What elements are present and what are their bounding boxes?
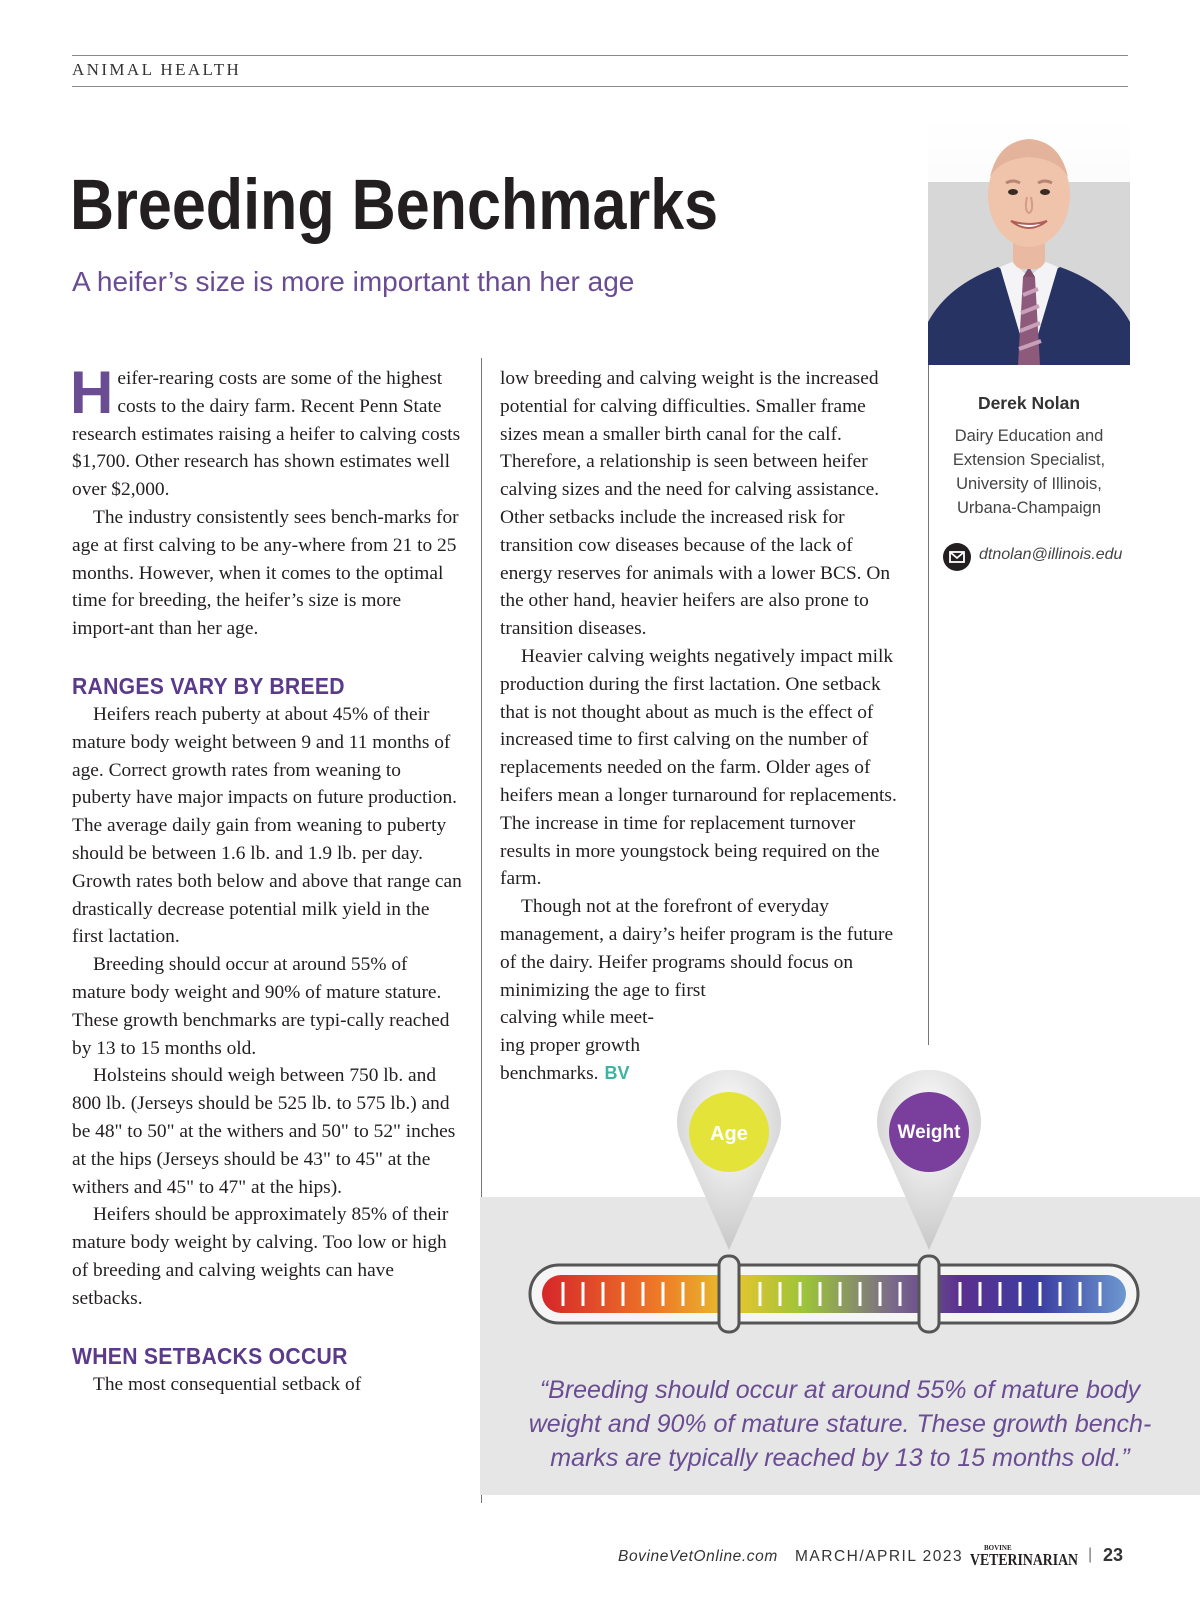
author-name: Derek Nolan xyxy=(977,393,1081,413)
paragraph: The industry consistently sees bench-marks for age at first calving to be any-where from 21 to 25 months. However, when it comes to the optimal time for breeding, the heifer’s size is more import-ant than her age. xyxy=(72,506,459,640)
paragraph: Breeding should occur at around 55% of mature body weight and 90% of mature stature. These growth benchmarks are typi-cally reached by 13 to 15 months old. xyxy=(72,954,450,1059)
end-mark: BV xyxy=(604,1062,630,1083)
weight-pin-label: Weight xyxy=(897,1122,961,1143)
age-slider-handle xyxy=(719,1256,739,1332)
subhead-ranges-vary: RANGES VARY BY BREED xyxy=(72,672,345,699)
author-title-line: Extension Specialist, xyxy=(952,451,1106,469)
paragraph-intro xyxy=(70,359,462,504)
size-age-gauge-graphic xyxy=(520,1070,1200,1350)
page-number: 23 xyxy=(1103,1545,1124,1565)
weight-slider-handle xyxy=(919,1256,939,1332)
author-title-line: Urbana-Champaign xyxy=(957,499,1101,517)
paragraph: Heifers reach puberty at about 45% of their mature body weight between 9 and 11 months of age. Correct growth rates from weaning to puberty have major impacts on future production. The average daily gain from weaning to puberty should be between 1.6 lb. and 1.9 lb. per day. Growth rates both below and above that range can drastically decrease potential milk yield in the first lactation. xyxy=(72,703,462,948)
pull-quote: “Breeding should occur at around 55% of mature body weight and 90% of mature stature. These growth bench-marks are typically reached by 13 to 15 months old.” xyxy=(528,1376,1152,1472)
footer-site: BovineVetOnline.com xyxy=(618,1548,778,1565)
paragraph: Though not at the forefront of everyday management, a dairy’s heifer program is the future of the dairy. Heifer programs should focus on minimizing the age to first xyxy=(500,896,894,1001)
section-label: ANIMAL HEALTH xyxy=(72,60,242,79)
email-link[interactable]: dtnolan@illinois.edu xyxy=(979,546,1123,563)
paragraph: low breeding and calving weight is the increased potential for calving difficulties. Smaller frame sizes mean a smaller birth canal for the calf. Therefore, a relationship is seen between heifer calving sizes and the need for calving assistance. Other setbacks include the increased risk for transition cow diseases because of the lack of energy reserves for animals with a lower BCS. On the other hand, heavier heifers are also prone to transition diseases. xyxy=(500,368,891,640)
logo-small-text: BOVINE xyxy=(984,1544,1012,1552)
subhead-setbacks: WHEN SETBACKS OCCUR xyxy=(72,1342,348,1369)
magazine-logo xyxy=(970,1541,1080,1571)
author-title-line: Dairy Education and xyxy=(954,427,1104,445)
header-top-rule xyxy=(72,55,1128,56)
gauge-gradient-bar xyxy=(542,1275,1126,1313)
author-title xyxy=(928,424,1130,520)
author-email[interactable] xyxy=(943,543,1143,573)
footer-date: MARCH/APRIL 2023 xyxy=(795,1548,964,1565)
paragraph: Holsteins should weigh between 750 lb. and 800 lb. (Jerseys should be 525 lb. to 575 lb.) and be 48" to 50" at the withers and 50" to 52" inches at the hips (Jerseys should be 43" to 45" at the withers and 45" to 47" at the hips). xyxy=(72,1065,456,1198)
paragraph: The most consequential setback of xyxy=(93,1373,362,1395)
article-title: Breeding Benchmarks xyxy=(70,166,719,245)
header-bottom-rule xyxy=(72,86,1128,87)
article-subtitle: A heifer’s size is more important than her age xyxy=(72,266,635,297)
author-photo xyxy=(928,117,1130,365)
paragraph: Heavier calving weights negatively impact milk production during the first lactation. One setback that is not thought about as much is the effect of increased time to first calving on the number of replacements needed on the farm. Older ages of heifers mean a longer turnaround for replacements. The increase in time for replacement turnover results in more youngstock being required on the farm. xyxy=(500,645,897,890)
drop-cap: H xyxy=(70,359,114,426)
paragraph: Heifers should be approximately 85% of their mature body weight by calving. Too low or high of breeding and calving weights can have setbacks. xyxy=(72,1204,449,1309)
age-pin-label: Age xyxy=(710,1123,748,1145)
paragraph-end-text: benchmarks. xyxy=(500,1062,599,1084)
portrait-image xyxy=(928,117,1130,365)
article-column-1 xyxy=(70,359,462,1398)
logo-big-text: VETERINARIAN xyxy=(970,1550,1079,1569)
paragraph-end-line: calving while meet- xyxy=(500,1007,654,1029)
envelope-icon xyxy=(943,543,971,571)
footer-separator: | xyxy=(1088,1546,1093,1563)
article-column-2 xyxy=(500,365,900,1088)
author-title-line: University of Illinois, xyxy=(956,475,1102,493)
paragraph-end-line: ing proper growth xyxy=(500,1035,641,1057)
paragraph-text: eifer-rearing costs are some of the highest costs to the dairy farm. Recent Penn State research estimates raising a heifer to calving costs $1,700. Other research has shown estimates well over $2,000. xyxy=(72,368,461,501)
